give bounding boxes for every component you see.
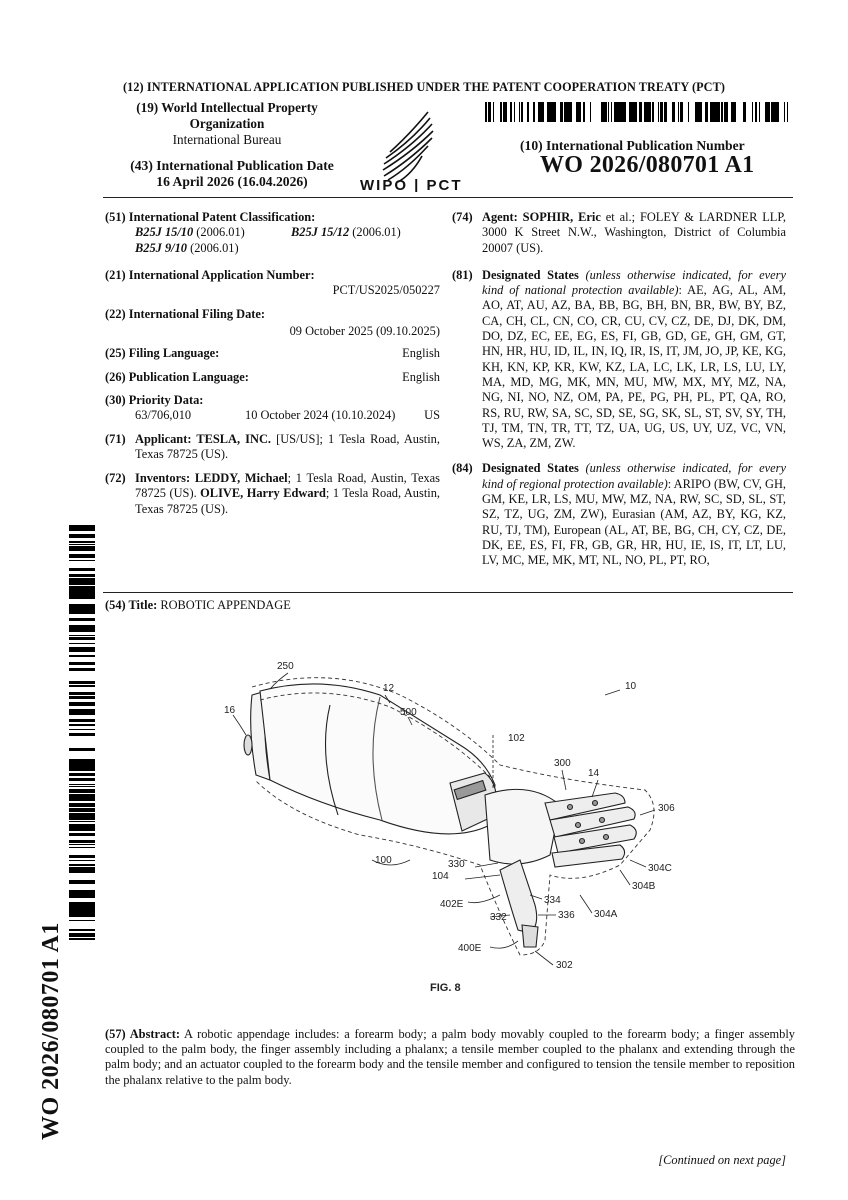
inventors-text-2: ; 1 Tesla Road, Austin, Texas 78725 (US). <box>135 486 440 516</box>
barcode-side-icon <box>69 525 95 940</box>
filing-lang-label: (25) Filing Language: <box>105 346 220 360</box>
label-300: 300 <box>554 758 571 769</box>
side-pub-number: WO 2026/080701 A1 <box>38 922 64 1140</box>
applicant-block <box>105 432 440 463</box>
regional-list: : ARIPO (BW, CV, GH, GM, KE, LR, LS, MU, MW, MZ, NA, RW, SC, SD, SL, ST, SZ, TZ, UG, ZM, ZW), Eurasian (AM, AZ, BY, KG, KZ, RU, TJ, TM), European (AL, AT, BE, BG, CH, CY, CZ, DE, DK, EE, ES, FI, FR, GB, GR, HR, HU, IE, IS, IT, LT, LU, LV, MC, ME, MK, MT, NL, NO, PL, PT, RO, <box>482 476 787 568</box>
agent-label: Agent: SOPHIR, Eric <box>482 210 601 224</box>
class-3-code: B25J 9/10 <box>135 240 187 255</box>
abstract-text: A robotic appendage includes: a forearm body; a palm body movably coupled to the forearm body; a finger assembly coupled to the palm body, the finger assembly including a phalanx; a tensile member coupled to the phalanx and extending through the palm body; and an actuator coupled to the forearm body and the tensile member and configured to tension the tensile member to reposition the phalanx relative to the palm body. <box>105 1027 795 1087</box>
title-divider <box>103 592 793 593</box>
app-number-label: (21) International Application Number: <box>105 268 315 282</box>
class-3-year: (2006.01) <box>190 240 239 255</box>
priority-block <box>105 393 440 423</box>
application-number-block <box>105 268 440 299</box>
class-2-code: B25J 15/12 <box>291 225 350 240</box>
pub-lang: English <box>402 370 440 384</box>
regional-note: (unless otherwise indicated, for every kind of regional protection available) <box>482 461 786 491</box>
label-306: 306 <box>658 803 675 814</box>
label-104: 104 <box>432 871 449 882</box>
priority-country: US <box>424 408 440 423</box>
logo-text: WIPO | PCT <box>360 177 463 192</box>
treaty-line: (12) INTERNATIONAL APPLICATION PUBLISHED UNDER THE PATENT COOPERATION TREATY (PCT) <box>123 80 725 94</box>
national-list: : AE, AG, AL, AM, AO, AT, AU, AZ, BA, BB, BG, BH, BN, BR, BW, BY, BZ, CA, CH, CL, CN, CO, CR, CU, CV, CZ, DE, DJ, DK, DM, DO, DZ, EC, EE, EG, ES, FI, GB, GD, GE, GH, GM, GT, HN, HR, HU, ID, IL, IN, IQ, IR, IS, IT, JM, JO, JP, KE, KG, KH, KN, KP, KR, KW, KZ, LA, LC, LK, LR, LS, LU, LY, MA, MD, MG, MK, MN, MU, MW, MX, MY, MZ, NA, NG, NI, NO, NZ, OM, PA, PE, PG, PH, PL, PT, QA, RO, RS, RU, RW, SA, SC, SD, SE, SG, SK, SL, ST, SV, SY, TH, TJ, TM, TN, TR, TT, TZ, UA, UG, US, UY, UZ, VC, VN, WS, ZA, ZM, ZW. <box>482 283 786 451</box>
filing-date-block <box>105 307 440 340</box>
filing-date-label: (22) International Filing Date: <box>105 307 266 321</box>
applicant-tag: (71) <box>105 432 126 446</box>
national-states-block <box>452 268 786 452</box>
inventors-label: Inventors: LEDDY, Michael <box>135 471 288 485</box>
figure-caption: FIG. 8 <box>430 982 461 994</box>
national-label: Designated States <box>482 267 579 282</box>
label-14: 14 <box>588 768 600 779</box>
agent-tag: (74) <box>452 210 473 224</box>
label-332: 332 <box>490 912 507 923</box>
class-2-year: (2006.01) <box>352 225 401 240</box>
priority-date: 10 October 2024 (10.10.2024) <box>245 408 396 423</box>
label-500: 500 <box>400 707 417 718</box>
national-note: (unless otherwise indicated, for every kind of national protection available) <box>482 267 786 298</box>
label-102: 102 <box>508 733 525 744</box>
label-304b: 304B <box>632 881 656 892</box>
regional-tag: (84) <box>452 461 473 476</box>
regional-states-block <box>452 461 786 568</box>
org-line-3: International Bureau <box>172 132 282 147</box>
inventors-tag: (72) <box>105 471 126 485</box>
wipo-logo-icon <box>350 104 490 192</box>
robotic-arm-figure <box>200 655 760 1015</box>
priority-label: (30) Priority Data: <box>105 393 204 407</box>
inventors-text-1: ; 1 Tesla Road, Austin, Texas 78725 (US). <box>135 471 440 501</box>
org-line-2: Organization <box>189 116 265 131</box>
barcode-top-icon <box>485 102 788 122</box>
inventor-2-name: OLIVE, Harry Edward <box>200 486 326 501</box>
label-100: 100 <box>375 855 392 866</box>
title-value: ROBOTIC APPENDAGE <box>160 598 291 612</box>
label-334: 334 <box>544 895 561 906</box>
abstract-label: (57) Abstract: <box>105 1027 180 1041</box>
label-330: 330 <box>448 859 465 870</box>
applicant-rest: [US/US]; 1 Tesla Road, Austin, Texas 78725 (US). <box>135 432 440 462</box>
filing-lang: English <box>402 346 440 360</box>
abstract-block <box>105 1027 795 1088</box>
wipo-organization <box>112 100 342 148</box>
publication-language-block <box>105 370 440 385</box>
pub-number: WO 2026/080701 A1 <box>540 152 755 178</box>
label-12: 12 <box>383 683 395 694</box>
classification-label: (51) International Patent Classification: <box>105 210 316 224</box>
classification-block <box>105 210 440 256</box>
label-16: 16 <box>224 705 236 716</box>
title-block <box>105 598 291 613</box>
label-336: 336 <box>558 910 575 921</box>
label-10: 10 <box>625 681 637 692</box>
publication-date <box>112 158 352 190</box>
agent-rest: et al.; FOLEY & LARDNER LLP, 3000 K Street N.W., Washington, District of Columbia 20007 (US). <box>482 210 786 255</box>
label-302: 302 <box>556 960 573 971</box>
national-tag: (81) <box>452 267 473 282</box>
org-line-1: (19) World Intellectual Property <box>136 100 318 115</box>
right-column <box>452 210 786 569</box>
label-304a: 304A <box>594 909 618 920</box>
header-divider <box>103 197 793 198</box>
inventors-block <box>105 471 440 517</box>
filing-date: 09 October 2025 (09.10.2025) <box>289 324 440 339</box>
pub-date-value: 16 April 2026 (16.04.2026) <box>156 174 308 189</box>
class-1-year: (2006.01) <box>196 225 245 240</box>
filing-language-block <box>105 346 440 361</box>
pub-number-label: (10) International Publication Number <box>520 138 745 153</box>
app-number: PCT/US2025/050227 <box>332 283 440 298</box>
class-1-code: B25J 15/10 <box>135 225 194 240</box>
applicant-label: Applicant: TESLA, INC. <box>135 432 271 446</box>
continued-note: [Continued on next page] <box>658 1153 786 1167</box>
title-label: (54) Title: <box>105 598 158 612</box>
label-250: 250 <box>277 661 294 672</box>
agent-block <box>452 210 786 256</box>
label-400e: 400E <box>458 943 482 954</box>
pub-lang-label: (26) Publication Language: <box>105 370 249 384</box>
label-304c: 304C <box>648 863 672 874</box>
regional-label: Designated States <box>482 461 579 476</box>
label-402e: 402E <box>440 899 464 910</box>
priority-number: 63/706,010 <box>135 408 192 423</box>
pub-date-label: (43) International Publication Date <box>130 158 334 173</box>
